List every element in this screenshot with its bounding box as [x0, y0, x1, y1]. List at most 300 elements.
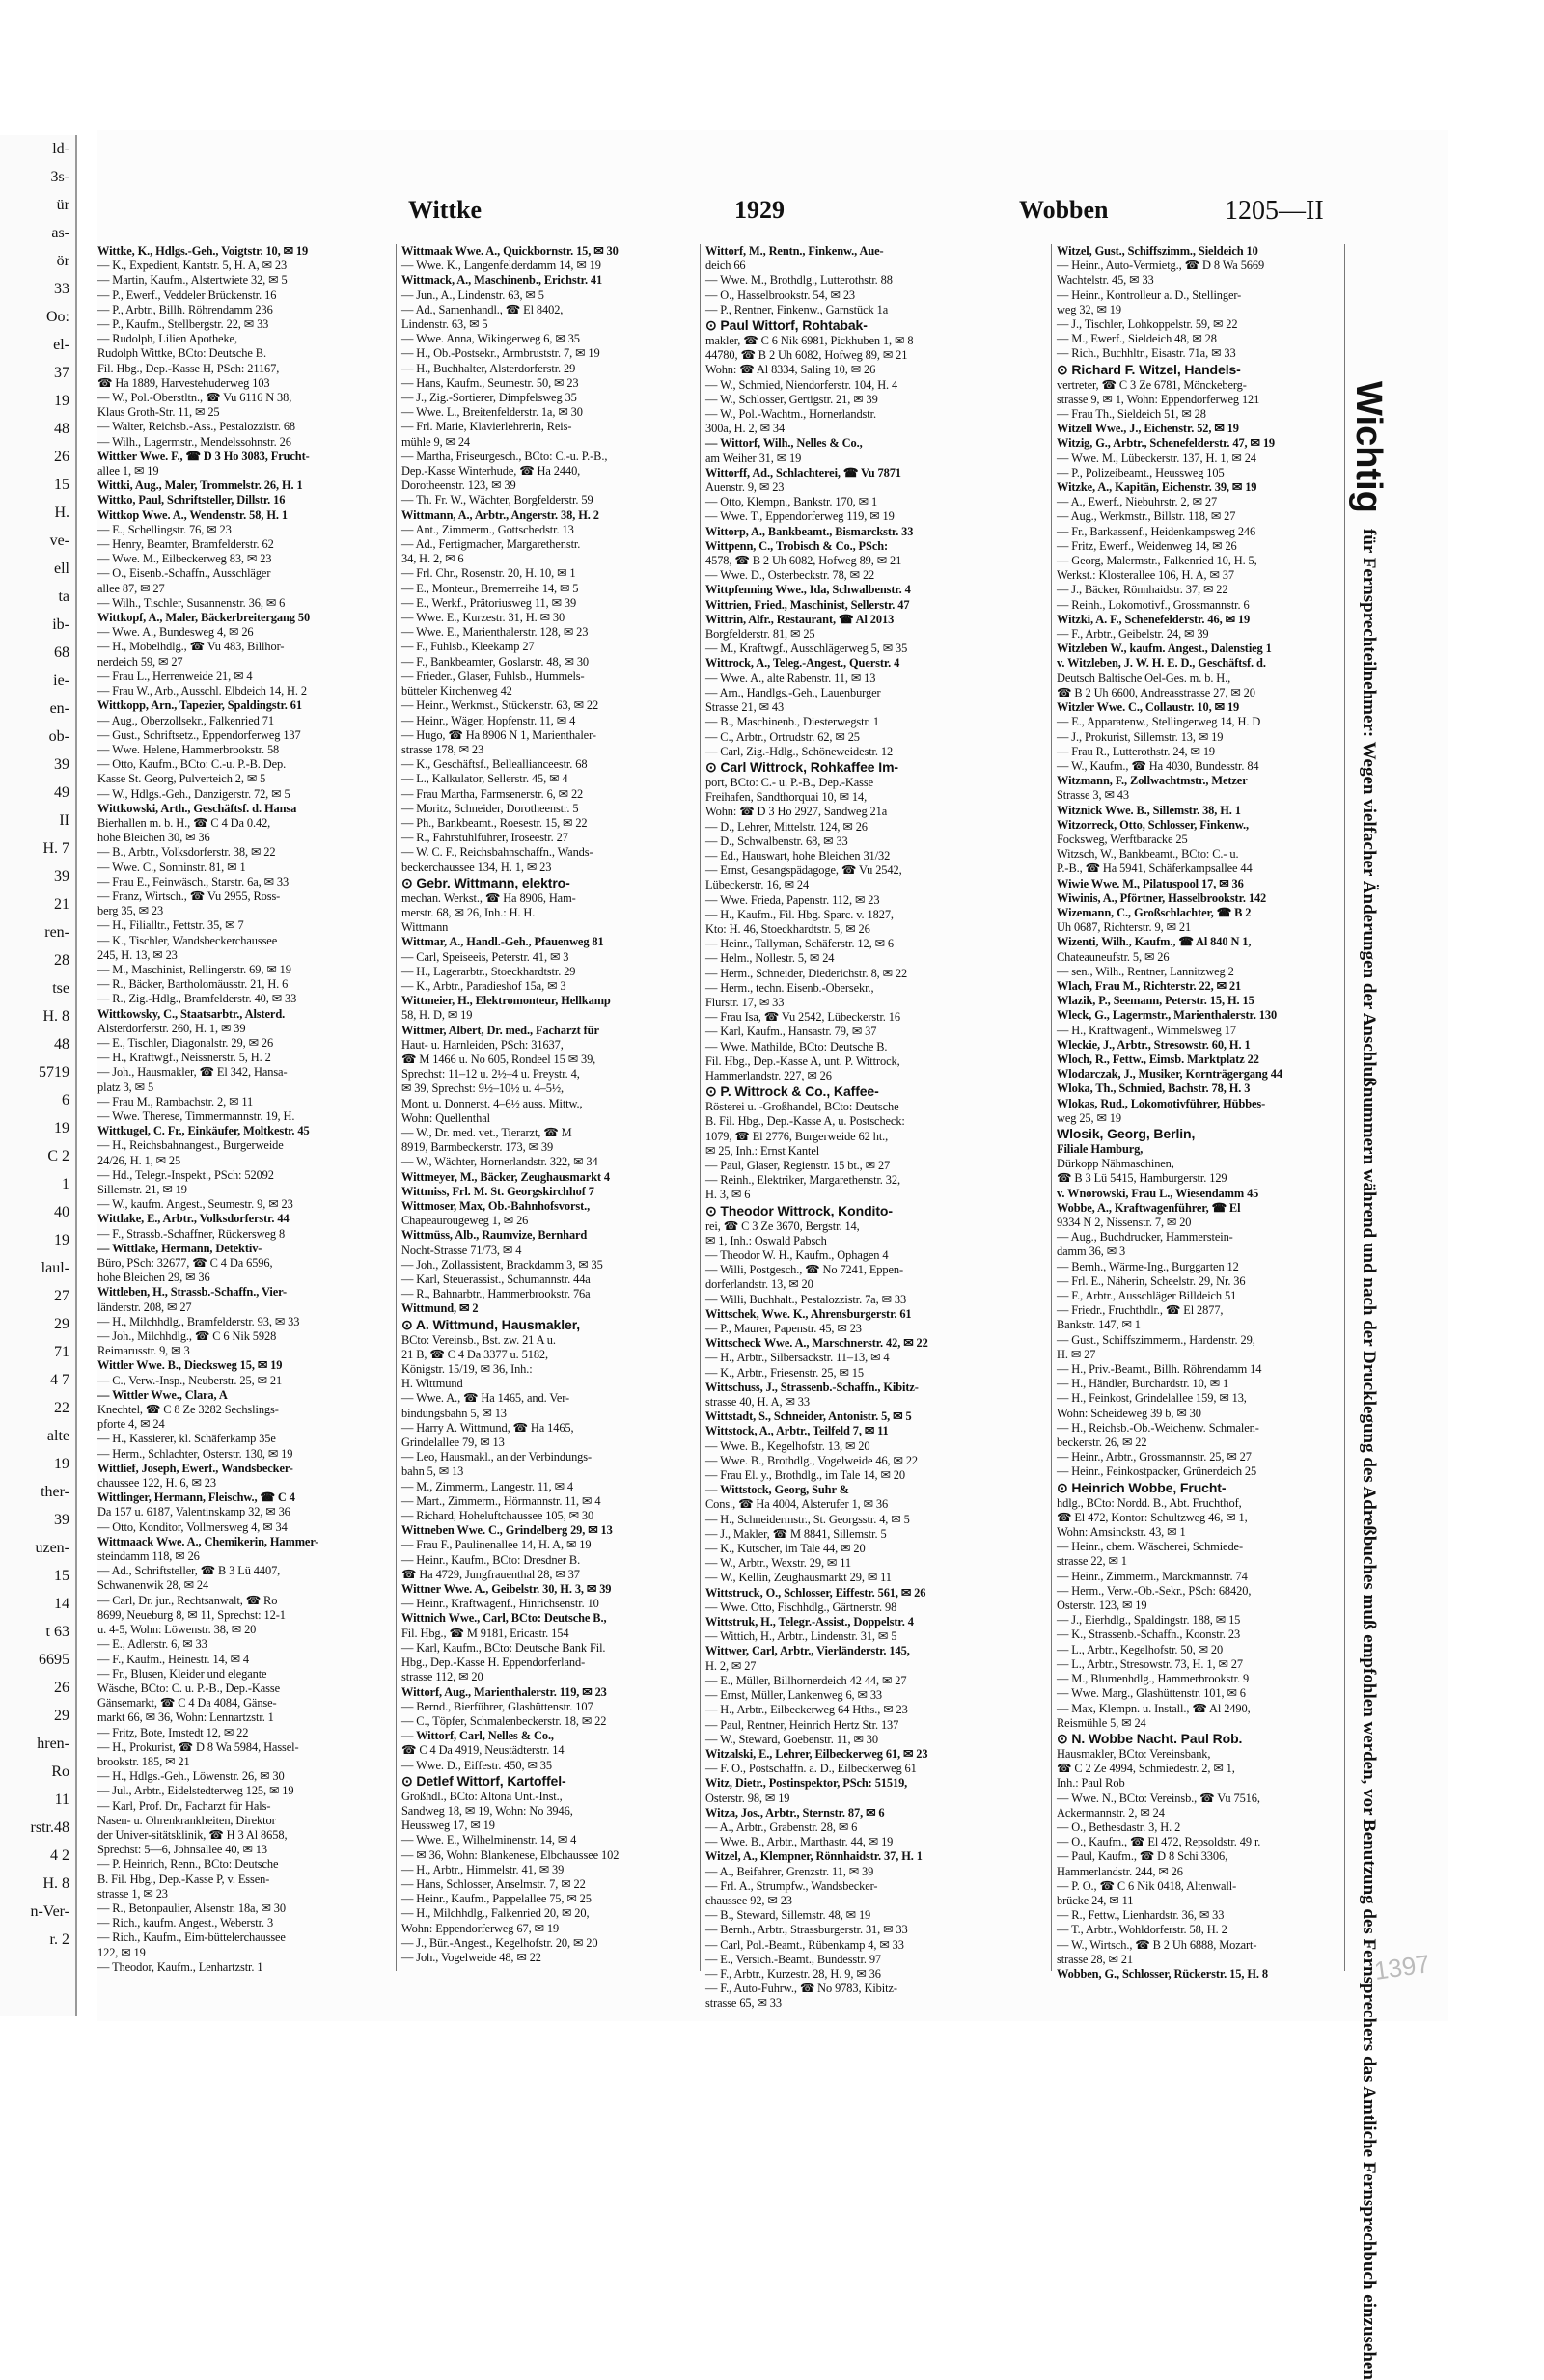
directory-entry: Kasse St. Georg, Pulverteich 2, ✉ 5 [97, 772, 266, 786]
directory-entry: Wittmüss, Alb., Raumvize, Bernhard [401, 1228, 588, 1243]
directory-entry: strasse 65, ✉ 33 [705, 1996, 782, 2011]
directory-entry: Fil. Hbg., Dep.-Kasse H, PSch: 21167, [97, 361, 280, 375]
directory-entry: — Walter, Reichsb.-Ass., Pestalozzistr. 68 [97, 420, 296, 434]
directory-entry: Auenstr. 9, ✉ 23 [705, 480, 785, 495]
previous-page-fragment: r. 2 [49, 1931, 69, 1948]
directory-entry: — W., Kaufm., ☎ Ha 4030, Bundesstr. 84 [1057, 758, 1259, 773]
directory-entry: — W., Pol.-Wachtm., Hornerlandstr. [705, 407, 876, 422]
directory-entry: — H., Arbtr., Himmelstr. 41, ✉ 39 [401, 1862, 565, 1876]
directory-entry: Wleckie, J., Arbtr., Stresowstr. 60, H. 1 [1057, 1037, 1251, 1052]
directory-entry: — Fritz, Ewerf., Weidenweg 14, ✉ 26 [1057, 538, 1237, 553]
directory-entry: platz 3, ✉ 5 [97, 1080, 154, 1094]
directory-entry: — Frieder., Glaser, Fuhlsb., Hummels- [401, 669, 585, 683]
directory-entry: — Heinr., Kraftwagenf., Hinrichsenstr. 10 [401, 1597, 599, 1611]
notice-title: Wichtig [1348, 381, 1389, 513]
directory-entry: ⊙ Theodor Wittrock, Kondito- [705, 1202, 893, 1218]
directory-entry: — J., Prokurist, Sillemstr. 13, ✉ 19 [1057, 729, 1224, 744]
directory-entry: — J., Zig.-Sortierer, Dimpfelsweg 35 [401, 391, 577, 405]
previous-page-fragment: 19 [54, 1456, 69, 1472]
directory-entry: ✉ 39, Sprechst: 9½–10½ u. 4–5½, [401, 1081, 565, 1096]
previous-page-fragment: el- [53, 337, 69, 353]
directory-entry: — Wwe. C., Sonninstr. 81, ✉ 1 [97, 860, 246, 874]
directory-entry: — Hd., Telegr.-Inspekt., PSch: 52092 [97, 1167, 274, 1182]
previous-page-fragment: 21 [54, 896, 69, 913]
previous-page-fragment: 39 [54, 1512, 69, 1528]
directory-entry: H. 3, ✉ 6 [705, 1188, 751, 1202]
directory-entry: 8699, Neueburg 8, ✉ 11, Sprechst: 12-1 [97, 1607, 286, 1622]
previous-page-fragment: ob- [48, 728, 69, 745]
directory-entry: — Max, Klempn. u. Install., ☎ Al 2490, [1057, 1701, 1251, 1715]
previous-page-fragment: 26 [54, 449, 69, 465]
directory-entry: — W., Steward, Goebenstr. 11, ✉ 30 [705, 1732, 878, 1746]
directory-entry: Osterstr. 123, ✉ 19 [1057, 1599, 1147, 1613]
previous-page-fragment: 33 [54, 281, 69, 297]
previous-page-fragment: 28 [54, 952, 69, 969]
directory-entry: Hbg., Dep.-Kasse H. Eppendorferland- [401, 1655, 586, 1670]
directory-entry: — E., Apparatenw., Stellingerweg 14, H. D [1057, 715, 1261, 729]
previous-page-fragment: 29 [54, 1708, 69, 1724]
directory-entry: — P., Kaufm., Stellbergstr. 22, ✉ 33 [97, 317, 269, 332]
directory-entry: — K., Strassenb.-Schaffn., Koonstr. 23 [1057, 1628, 1241, 1642]
directory-entry: — Ad., Fertigmacher, Margarethenstr. [401, 537, 581, 552]
directory-entry: Wachtelstr. 45, ✉ 33 [1057, 273, 1154, 287]
directory-entry: weg 25, ✉ 19 [1057, 1110, 1121, 1125]
directory-entry: — R., Bahnarbtr., Hammerbrookstr. 76a [401, 1287, 591, 1301]
directory-entry: Heussweg 17, ✉ 19 [401, 1819, 495, 1833]
directory-entry: u. 4-5, Wohn: Löwenstr. 38, ✉ 20 [97, 1623, 257, 1637]
previous-page-fragment: uzen- [35, 1540, 69, 1556]
previous-page-edge [0, 135, 77, 2016]
column-divider [396, 244, 397, 1971]
directory-entry: ⊙ Richard F. Witzel, Handels- [1057, 361, 1241, 377]
directory-entry: Gänsemarkt, ☎ C 4 Da 4084, Gänse- [97, 1696, 277, 1710]
directory-entry: Wlach, Frau M., Richterstr. 22, ✉ 21 [1057, 978, 1242, 993]
directory-entry: brookstr. 185, ✉ 21 [97, 1754, 190, 1768]
directory-entry: Borgfelderstr. 81, ✉ 25 [705, 627, 815, 642]
directory-entry: Wittrien, Fried., Maschinist, Sellerstr. 47 [705, 597, 910, 612]
directory-entry: Wittkugel, C. Fr., Einkäufer, Moltkestr. 45 [97, 1124, 310, 1138]
directory-entry: ☎ B 3 Lü 5415, Hamburgerstr. 129 [1057, 1171, 1227, 1186]
directory-entry: Wittmeier, H., Elektromonteur, Hellkamp [401, 994, 611, 1008]
directory-entry: Wittmoser, Max, Ob.-Bahnhofsvorst., [401, 1199, 591, 1213]
directory-entry: — Heinr., Auto-Vermietg., ☎ D 8 Wa 5669 [1057, 259, 1265, 273]
directory-entry: — O., Kaufm., ☎ El 472, Repsoldstr. 49 r. [1057, 1835, 1261, 1849]
directory-entry: — Wittich, H., Arbtr., Lindenstr. 31, ✉ 5 [705, 1629, 897, 1644]
directory-entry: — R., Bäcker, Bartholomäusstr. 21, H. 6 [97, 977, 289, 992]
directory-entry: — Heinr., Arbtr., Grossmannstr. 25, ✉ 27 [1057, 1450, 1252, 1464]
directory-entry: — Paul, Rentner, Heinrich Hertz Str. 137 [705, 1717, 899, 1732]
directory-entry: — F., Arbtr., Ausschläger Billdeich 51 [1057, 1289, 1237, 1303]
previous-page-fragment: Oo: [46, 309, 69, 325]
directory-entry: Wittmund, ✉ 2 [401, 1301, 479, 1316]
directory-entry: — W., Hdlgs.-Geh., Danzigerstr. 72, ✉ 5 [97, 786, 290, 801]
directory-entry: Witzig, G., Arbtr., Schenefelderstr. 47, ✉ 19 [1057, 436, 1276, 451]
directory-entry: ☎ B 2 Uh 6600, Andreasstrasse 27, ✉ 20 [1057, 685, 1255, 699]
directory-entry: — Frau Isa, ☎ Vu 2542, Lübeckerstr. 16 [705, 1010, 900, 1025]
directory-entry: — F., Arbtr., Kurzestr. 28, H. 9, ✉ 36 [705, 1966, 881, 1981]
directory-entry: ✉ 1, Inh.: Oswald Pabsch [705, 1233, 827, 1247]
directory-entry: — P. O., ☎ C 6 Nik 0418, Altenwall- [1057, 1878, 1237, 1893]
directory-entry: Witzsch, W., Bankbeamt., BCto: C.- u. [1057, 847, 1239, 862]
directory-entry: — H., Kraftwgf., Neissnerstr. 5, H. 2 [97, 1051, 271, 1065]
directory-entry: Nocht-Strasse 71/73, ✉ 4 [401, 1243, 522, 1257]
directory-entry: strasse 112, ✉ 20 [401, 1670, 483, 1684]
directory-entry: — Herm., Schneider, Diederichstr. 8, ✉ 22 [705, 966, 908, 980]
directory-entry: — Carl, Dr. jur., Rechtsanwalt, ☎ Ro [97, 1593, 278, 1607]
directory-entry: Focksweg, Werftbaracke 25 [1057, 832, 1188, 846]
directory-entry: — C., Verw.-Insp., Neuberstr. 25, ✉ 21 [97, 1373, 283, 1387]
directory-entry: — Fr., Barkassenf., Heidenkampsweg 246 [1057, 524, 1256, 538]
directory-entry: Filiale Hamburg, [1057, 1141, 1144, 1156]
directory-entry: — F., Auto-Fuhrw., ☎ No 9783, Kibitz- [705, 1982, 897, 1996]
previous-page-fragment: ta [58, 588, 69, 605]
directory-entry: — P., Maurer, Papenstr. 45, ✉ 23 [705, 1322, 862, 1336]
directory-entry: — O., Eisenb.-Schaffn., Ausschläger [97, 566, 271, 581]
directory-entry: — Willi, Postgesch., ☎ No 7241, Eppen- [705, 1263, 904, 1277]
directory-entry: Witzalski, E., Lehrer, Eilbeckerweg 61, ✉ 23 [705, 1746, 928, 1761]
directory-entry: — Frl. Marie, Klavierlehrerin, Reis- [401, 420, 572, 434]
directory-entry: Wittmann, A., Arbtr., Angerstr. 38, H. 2 [401, 507, 599, 522]
directory-entry: Chateauneufstr. 5, ✉ 26 [1057, 949, 1170, 964]
directory-entry: ⊙ A. Wittmund, Hausmakler, [401, 1316, 581, 1332]
directory-entry: — Wilh., Tischler, Susannenstr. 36, ✉ 6 [97, 595, 286, 610]
directory-entry: — H., Möbelhdlg., ☎ Vu 483, Billhor- [97, 640, 285, 654]
directory-entry: — Jul., Arbtr., Eidelstedterweg 125, ✉ 19 [97, 1784, 294, 1798]
directory-entry: Inh.: Paul Rob [1057, 1776, 1125, 1791]
directory-entry: — Karl, Kaufm., BCto: Deutsche Bank Fil. [401, 1640, 606, 1655]
directory-entry: — E., Werkf., Prätoriusweg 11, ✉ 39 [401, 595, 577, 610]
directory-entry: chaussee 122, H. 6, ✉ 23 [97, 1476, 216, 1491]
directory-entry: — Otto, Kaufm., BCto: C.-u. P.-B. Dep. [97, 757, 287, 772]
directory-entry: — Friedr., Fruchthdlr., ☎ El 2877, [1057, 1303, 1224, 1318]
directory-entry: — E., Adlerstr. 6, ✉ 33 [97, 1637, 207, 1652]
directory-entry: — Wwe. Helene, Hammerbrookstr. 58 [97, 742, 280, 756]
directory-entry: — J., Bür.-Angest., Kegelhofstr. 20, ✉ 20 [401, 1935, 598, 1950]
directory-entry: — Harry A. Wittmund, ☎ Ha 1465, [401, 1420, 574, 1435]
directory-entry: — F., Fuhlsb., Kleekamp 27 [401, 640, 535, 654]
directory-entry: — Leo, Hausmakl., an der Verbindungs- [401, 1450, 593, 1464]
directory-entry: B. Fil. Hbg., Dep.-Kasse P, v. Essen- [97, 1872, 270, 1886]
directory-entry: 4578, ☎ B 2 Uh 6082, Hofweg 89, ✉ 21 [705, 554, 902, 568]
directory-entry: — Heinr., chem. Wäscherei, Schmiede- [1057, 1540, 1243, 1554]
directory-entry: Witzel, Gust., Schiffszimm., Sieldeich 10 [1057, 244, 1258, 258]
directory-entry: — J., Eierhdlg., Spaldingstr. 188, ✉ 15 [1057, 1613, 1241, 1628]
directory-entry: — Wittstock, Georg, Suhr & [705, 1483, 849, 1497]
directory-entry: — Wwe. M., Lübeckerstr. 137, H. 1, ✉ 24 [1057, 451, 1256, 465]
directory-entry: Cons., ☎ Ha 4004, Alsterufer 1, ✉ 36 [705, 1497, 889, 1512]
directory-entry: — Richard, Hoheluftchaussee 105, ✉ 30 [401, 1509, 594, 1523]
directory-entry: Wittorf, M., Rentn., Finkenw., Aue- [705, 244, 884, 258]
directory-entry: — H., Händler, Burchardstr. 10, ✉ 1 [1057, 1377, 1229, 1391]
directory-entry: — Martha, Friseurgesch., BCto: C.-u. P.-B., [401, 449, 608, 463]
header-last-name: Wobben [1019, 196, 1109, 224]
directory-entry: ☎ C 4 Da 4919, Neustädterstr. 14 [401, 1743, 565, 1758]
previous-page-fragment: 4 2 [50, 1847, 69, 1864]
directory-entry: — Herm., Schlachter, Osterstr. 130, ✉ 19 [97, 1446, 293, 1461]
directory-entry: — Carl, Pol.-Beamt., Rübenkamp 4, ✉ 33 [705, 1937, 904, 1952]
directory-entry: — R., Betonpaulier, Alsenstr. 18a, ✉ 30 [97, 1901, 286, 1915]
directory-entry: — Wwe. A., ☎ Ha 1465, and. Ver- [401, 1391, 570, 1406]
previous-page-fragment: 14 [54, 1596, 69, 1612]
previous-page-fragment: 26 [54, 1680, 69, 1696]
directory-entry: — Ant., Zimmerm., Gottschedstr. 13 [401, 522, 574, 536]
directory-entry: Wittstruk, H., Telegr.-Assist., Doppelstr. 4 [705, 1615, 914, 1629]
directory-entry: Rösterei u. -Großhandel, BCto: Deutsche [705, 1100, 899, 1114]
directory-entry: — Wwe. B., Arbtr., Marthastr. 44, ✉ 19 [705, 1835, 894, 1849]
directory-entry: — C., Arbtr., Ortrudstr. 62, ✉ 25 [705, 729, 860, 744]
directory-entry: Königstr. 15/19, ✉ 36, Inh.: [401, 1362, 533, 1377]
directory-entry: Hammerlandstr. 244, ✉ 26 [1057, 1864, 1183, 1878]
directory-entry: — Martin, Kaufm., Alstertwiete 32, ✉ 5 [97, 273, 288, 287]
directory-entry: Wittmeyer, M., Bäcker, Zeughausmarkt 4 [401, 1169, 611, 1184]
directory-entry: Wlodarczak, J., Musiker, Kornträgergang 44 [1057, 1067, 1282, 1081]
directory-entry: — H., Arbtr., Eilbeckerweg 64 Hths., ✉ 23 [705, 1703, 908, 1717]
directory-entry: strasse 9, ✉ 1, Wohn: Eppendorferweg 121 [1057, 392, 1260, 406]
directory-entry: — K., Arbtr., Paradieshof 15a, ✉ 3 [401, 978, 566, 993]
directory-entry: — Frau W., Arb., Ausschl. Elbdeich 14, H. 2 [97, 684, 307, 698]
directory-entry: — Heinr., Zimmerm., Marckmannstr. 74 [1057, 1569, 1248, 1583]
directory-entry: — W., kaufm. Angest., Seumestr. 9, ✉ 23 [97, 1197, 293, 1212]
directory-entry: Chapeaurougeweg 1, ✉ 26 [401, 1214, 529, 1228]
directory-entry: Wittner Wwe. A., Geibelstr. 30, H. 3, ✉ 39 [401, 1582, 612, 1597]
directory-entry: Wittmer, Albert, Dr. med., Facharzt für [401, 1023, 599, 1037]
directory-entry: Wittmaack Wwe. A., Chemikerin, Hammer- [97, 1534, 319, 1548]
previous-page-fragment: H. 7 [42, 840, 69, 857]
column-divider [1344, 244, 1345, 1971]
directory-entry: — Wwe. D., Eiffestr. 450, ✉ 35 [401, 1758, 552, 1772]
previous-page-fragment: ör [56, 253, 69, 269]
directory-entry: — Wwe. A., Bundesweg 4, ✉ 26 [97, 625, 254, 640]
directory-entry: Wittrock, A., Teleg.-Angest., Querstr. 4 [705, 656, 900, 670]
directory-entry: Wittschek, Wwe. K., Ahrensburgerstr. 61 [705, 1306, 912, 1321]
directory-entry: — Hugo, ☎ Ha 8906 N 1, Marienthaler- [401, 727, 596, 742]
previous-page-fragment: 22 [54, 1400, 69, 1416]
directory-entry: Wittpfenning Wwe., Ida, Schwalbenstr. 4 [705, 583, 911, 597]
directory-entry: weg 32, ✉ 19 [1057, 302, 1121, 316]
directory-entry: — Henry, Beamter, Bramfelderstr. 62 [97, 537, 274, 552]
directory-entry: — Wwe. E., Wilhelminenstr. 14, ✉ 4 [401, 1833, 577, 1847]
directory-entry: Wittko, Paul, Schriftsteller, Dillstr. 16 [97, 493, 286, 507]
directory-entry: — Rich., Kaufm., Eim-büttelerchaussee [97, 1930, 286, 1945]
directory-entry: Wittki, Aug., Maler, Trommelstr. 26, H. 1 [97, 479, 303, 493]
directory-entry: — Frl. E., Näherin, Scheelstr. 29, Nr. 36 [1057, 1273, 1246, 1288]
directory-entry: Wittlinger, Hermann, Fleischw., ☎ C 4 [97, 1491, 295, 1505]
directory-entry: — Karl, Prof. Dr., Facharzt für Hals- [97, 1798, 271, 1813]
directory-entry: Flurstr. 17, ✉ 33 [705, 995, 785, 1009]
directory-entry: Strasse 21, ✉ 43 [705, 700, 785, 715]
directory-entry: 34, H. 2, ✉ 6 [401, 552, 464, 566]
previous-page-fragment: ib- [52, 616, 69, 633]
column-divider [1051, 244, 1052, 1971]
directory-entry: Wlazik, P., Seemann, Peterstr. 15, H. 15 [1057, 994, 1254, 1008]
directory-entry: Wittlake, E., Arbtr., Volksdorferstr. 44 [97, 1212, 290, 1226]
directory-entry: H. Wittmund [401, 1377, 463, 1391]
previous-page-fragment: 3s- [50, 169, 69, 185]
previous-page-fragment: H. 8 [42, 1875, 69, 1892]
column-divider [700, 244, 701, 1971]
directory-entry: ☎ M 1466 u. No 605, Rondeel 15 ✉ 39, [401, 1052, 596, 1066]
directory-entry: — Wwe. M., Eilbeckerweg 83, ✉ 23 [97, 552, 272, 566]
directory-entry: Witzell Wwe., J., Eichenstr. 52, ✉ 19 [1057, 422, 1239, 436]
directory-entry: beckerstr. 26, ✉ 22 [1057, 1436, 1147, 1450]
directory-entry: — Moritz, Schneider, Dorotheenstr. 5 [401, 801, 579, 815]
directory-entry: Wobben, G., Schlosser, Rückerstr. 15, H. 8 [1057, 1966, 1268, 1981]
directory-entry: — Hans, Schlosser, Anselmstr. 7, ✉ 22 [401, 1876, 586, 1891]
column-2 [401, 244, 691, 1981]
previous-page-fragment: 48 [54, 421, 69, 437]
previous-page-fragment: en- [49, 700, 69, 717]
directory-entry: Reimarusstr. 9, ✉ 3 [97, 1344, 190, 1358]
directory-entry: Witzmann, F., Zollwachtmstr., Metzer [1057, 774, 1248, 788]
directory-entry: Wittmann [401, 920, 449, 935]
directory-entry: — sen., Wilh., Rentner, Lannitzweg 2 [1057, 964, 1234, 978]
previous-page-fragment: Ro [51, 1764, 69, 1780]
directory-entry: — Wittorf, Wilh., Nelles & Co., [705, 436, 863, 451]
directory-entry: — Wwe. E., Kurzestr. 31, H. ✉ 30 [401, 611, 565, 625]
directory-entry: Hausmakler, BCto: Vereinsbank, [1057, 1746, 1211, 1761]
directory-entry: — M., Kraftwgf., Ausschlägerweg 5, ✉ 35 [705, 642, 908, 656]
directory-entry: — W., Wächter, Hornerlandstr. 322, ✉ 34 [401, 1155, 598, 1169]
directory-entry: Wloch, R., Fettw., Eimsb. Marktplatz 22 [1057, 1052, 1259, 1066]
directory-entry: ☎ El 472, Kontor: Schultzweg 46, ✉ 1, [1057, 1510, 1248, 1524]
directory-entry: Witznick Wwe. B., Sillemstr. 38, H. 1 [1057, 803, 1241, 817]
directory-entry: — A., Ewerf., Niebuhrstr. 2, ✉ 27 [1057, 495, 1218, 509]
directory-entry: 122, ✉ 19 [97, 1945, 146, 1959]
directory-entry: — P. Heinrich, Renn., BCto: Deutsche [97, 1857, 279, 1872]
directory-entry: Wizemann, C., Großschlachter, ☎ B 2 [1057, 905, 1252, 919]
directory-entry: Klaus Groth-Str. 11, ✉ 25 [97, 405, 220, 420]
directory-entry: — W., Schmied, Niendorferstr. 104, H. 4 [705, 377, 898, 392]
directory-entry: Lindenstr. 63, ✉ 5 [401, 317, 488, 332]
directory-entry: — Karl, Steuerassist., Schumannstr. 44a [401, 1272, 591, 1287]
directory-entry: — Frau Th., Sieldeich 51, ✉ 28 [1057, 407, 1206, 422]
previous-page-fragment: H. [54, 505, 69, 521]
directory-entry: damm 36, ✉ 3 [1057, 1245, 1126, 1259]
directory-entry: — Wwe. K., Langenfelderdamm 14, ✉ 19 [401, 259, 601, 273]
directory-entry: Reismühle 5, ✉ 24 [1057, 1715, 1146, 1730]
previous-page-fragment: hren- [37, 1736, 69, 1752]
directory-entry: — Wwe. Mathilde, BCto: Deutsche B. [705, 1039, 888, 1053]
previous-page-fragment: alte [46, 1428, 69, 1444]
directory-entry: — Wwe. B., Kegelhofstr. 13, ✉ 20 [705, 1438, 870, 1453]
directory-entry: — Wwe. E., Marienthalerstr. 128, ✉ 23 [401, 625, 589, 640]
directory-entry: — H., Feinkost, Grindelallee 159, ✉ 13, [1057, 1391, 1247, 1406]
directory-entry: — Frau L., Herrenweide 21, ✉ 4 [97, 669, 253, 683]
directory-entry: — P., Arbtr., Billh. Röhrendamm 236 [97, 302, 273, 316]
directory-entry: hdlg., BCto: Nordd. B., Abt. Fruchthof, [1057, 1495, 1242, 1510]
directory-entry: Büro, PSch: 32677, ☎ C 4 Da 6596, [97, 1256, 273, 1271]
directory-entry: — Reinh., Lokomotivf., Grossmannstr. 6 [1057, 597, 1250, 612]
column-1 [97, 244, 387, 1981]
directory-entry: — L., Kalkulator, Sellerstr. 45, ✉ 4 [401, 772, 568, 786]
directory-entry: — Carl, Speiseeis, Peterstr. 41, ✉ 3 [401, 949, 569, 964]
directory-entry: — Herm., Verw.-Ob.-Sekr., PSch: 68420, [1057, 1583, 1252, 1598]
previous-page-fragment: II [59, 812, 69, 829]
directory-entry: Dep.-Kasse Winterhude, ☎ Ha 2440, [401, 464, 581, 479]
directory-entry: — W., Kellin, Zeughausmarkt 29, ✉ 11 [705, 1571, 892, 1585]
previous-page-fragment: 15 [54, 477, 69, 493]
directory-entry: strasse 1, ✉ 23 [97, 1886, 168, 1901]
directory-entry: v. Witzleben, J. W. H. E. D., Geschäftsf. d. [1057, 656, 1266, 670]
telephone-notice [1347, 381, 1401, 2380]
directory-entry: ☎ C 2 Ze 4994, Schmiedestr. 2, ✉ 1, [1057, 1762, 1235, 1776]
directory-entry: — Wittorf, Carl, Nelles & Co., [401, 1729, 554, 1743]
directory-entry: bahn 5, ✉ 13 [401, 1464, 464, 1479]
directory-entry: 24/26, H. 1, ✉ 25 [97, 1153, 181, 1167]
directory-entry: 58, H. D, ✉ 19 [401, 1008, 473, 1023]
directory-entry: B. Fil. Hbg., Dep.-Kasse A, u. Postscheck: [705, 1114, 905, 1129]
directory-entry: Wittneben Wwe. C., Grindelberg 29, ✉ 13 [401, 1523, 613, 1538]
directory-entry: — L., Arbtr., Stresowstr. 73, H. 1, ✉ 27 [1057, 1656, 1243, 1671]
directory-entry: — Ed., Hauswart, hohe Bleichen 31/32 [705, 848, 891, 862]
directory-entry: — H., Kassierer, kl. Schäferkamp 35e [97, 1432, 276, 1446]
directory-entry: — Frl. A., Strumpfw., Wandsbecker- [705, 1878, 878, 1893]
directory-entry: strasse 28, ✉ 21 [1057, 1952, 1133, 1966]
directory-entry: — D., Lehrer, Mittelstr. 124, ✉ 26 [705, 819, 868, 834]
directory-entry: — H., Prokurist, ☎ D 8 Wa 5984, Hassel- [97, 1739, 299, 1754]
directory-entry: — Bernd., Bierführer, Glashüttenstr. 107 [401, 1699, 593, 1713]
previous-page-fragment: 68 [54, 644, 69, 661]
previous-page-fragment: ther- [41, 1484, 69, 1500]
directory-entry: — E., Versich.-Beamt., Bundesstr. 97 [705, 1952, 882, 1966]
directory-entry: deich 66 [705, 259, 746, 273]
directory-entry: ⊙ Heinrich Wobbe, Frucht- [1057, 1479, 1227, 1495]
directory-entry: ⊙ Carl Wittrock, Rohkaffee Im- [705, 758, 898, 775]
directory-entry: Hammerlandstr. 227, ✉ 26 [705, 1068, 832, 1082]
directory-entry: — Reinh., Elektriker, Margarethenstr. 32, [705, 1173, 900, 1188]
directory-entry: — M., Maschinist, Rellingerstr. 69, ✉ 19 [97, 962, 291, 976]
directory-entry: — Ad., Schriftsteller, ☎ B 3 Lü 4407, [97, 1564, 281, 1578]
previous-page-fragment: 29 [54, 1316, 69, 1332]
previous-page-fragment: ren- [44, 924, 69, 941]
directory-entry: — P., Polizeibeamt., Heussweg 105 [1057, 465, 1225, 479]
directory-entry: allee 87, ✉ 27 [97, 581, 165, 595]
previous-page-fragment: 40 [54, 1204, 69, 1220]
directory-entry: — Gust., Schriftsetz., Eppendorferweg 137 [97, 727, 301, 742]
directory-entry: Wittpenn, C., Trobisch & Co., PSch: [705, 538, 889, 553]
directory-entry: ✉ 25, Inh.: Ernst Kantel [705, 1143, 820, 1158]
directory-entry: Wittmack, A., Maschinenb., Erichstr. 41 [401, 273, 603, 287]
directory-entry: Wohn: Quellenthal [401, 1110, 490, 1125]
directory-entry: — J., Bäcker, Rönnhaidstr. 37, ✉ 22 [1057, 583, 1228, 597]
directory-entry: Bierhallen m. b. H., ☎ C 4 Da 0.42, [97, 815, 271, 830]
directory-entry: Wiwie Wwe. M., Pilatuspool 17, ✉ 36 [1057, 876, 1244, 890]
directory-entry: — Jun., A., Lindenstr. 63, ✉ 5 [401, 287, 544, 302]
directory-entry: Sillemstr. 21, ✉ 19 [97, 1183, 187, 1196]
directory-entry: berg 35, ✉ 23 [97, 904, 164, 918]
directory-entry: — Joh., Hausmakler, ☎ El 342, Hansa- [97, 1065, 288, 1080]
previous-page-fragment: 5719 [39, 1064, 69, 1081]
directory-entry: — ✉ 36, Wohn: Blankenese, Elbchaussee 102 [401, 1847, 620, 1862]
directory-entry: — Wilh., Lagermstr., Mendelssohnstr. 26 [97, 434, 291, 449]
directory-entry: — Wwe. T., Eppendorferweg 119, ✉ 19 [705, 509, 895, 524]
previous-page-fragment: 71 [54, 1344, 69, 1360]
directory-entry: — H., Filialltr., Fettstr. 35, ✉ 7 [97, 918, 244, 933]
directory-entry: makler, ☎ C 6 Nik 6981, Pickhuben 1, ✉ 8 [705, 334, 914, 348]
directory-entry: — M., Blumenhdlg., Hammerbrookstr. 9 [1057, 1672, 1250, 1686]
directory-entry: beckerchaussee 134, H. 1, ✉ 23 [401, 860, 552, 874]
directory-entry: — K., Expedient, Kantstr. 5, H. A, ✉ 23 [97, 259, 288, 273]
directory-entry: — E., Müller, Billhornerdeich 42 44, ✉ 27 [705, 1673, 907, 1687]
directory-entry: port, BCto: C.- u. P.-B., Dep.-Kasse [705, 775, 873, 789]
previous-page-fragment: ür [56, 197, 69, 213]
directory-entry: — Joh., Milchhdlg., ☎ C 6 Nik 5928 [97, 1329, 277, 1344]
directory-entry: — Wwe. Anna, Wikingerweg 6, ✉ 35 [401, 332, 580, 346]
directory-entry: — Theodor, Kaufm., Lenhartzstr. 1 [97, 1959, 263, 1974]
previous-page-fragment: 39 [54, 756, 69, 773]
directory-entry: Wittstock, A., Arbtr., Teilfeld 7, ✉ 11 [705, 1424, 889, 1438]
directory-entry: Da 157 u. 6187, Valentinskamp 32, ✉ 36 [97, 1505, 290, 1519]
